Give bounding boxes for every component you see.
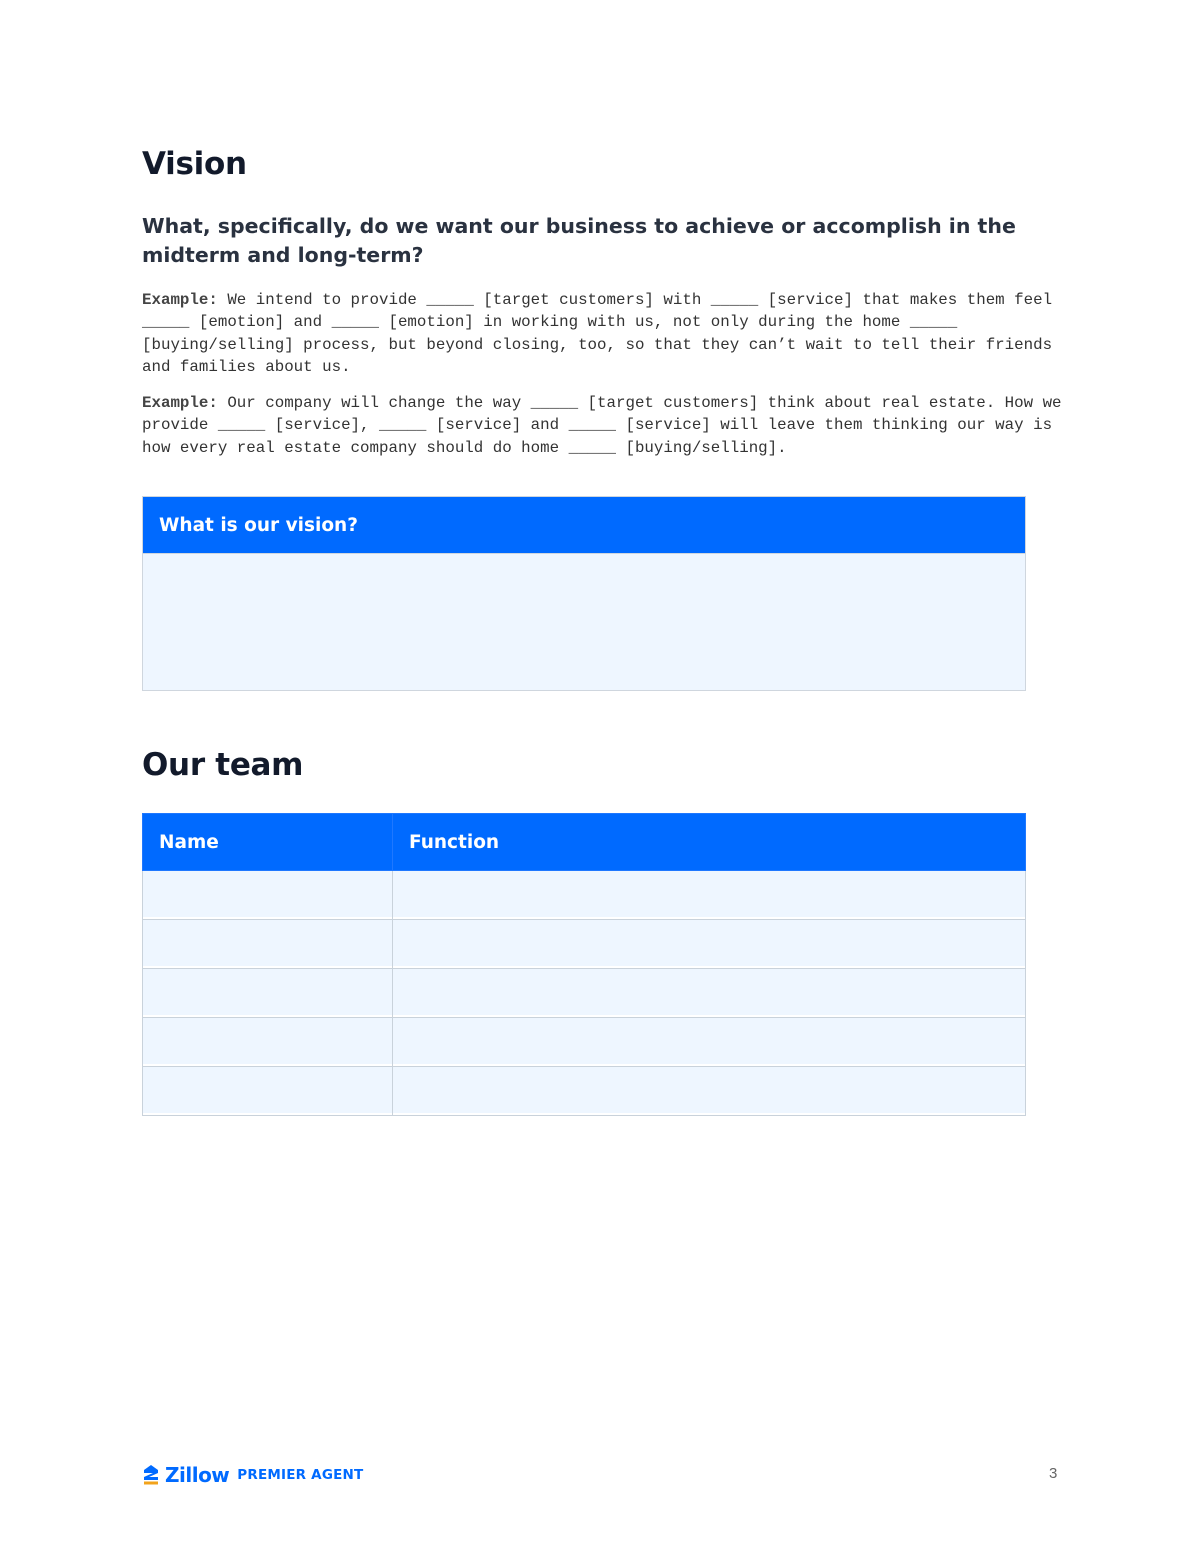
function-cell[interactable] <box>393 920 1026 969</box>
table-row <box>143 1018 1026 1067</box>
table-row <box>143 920 1026 969</box>
name-cell[interactable] <box>143 1018 393 1067</box>
vision-box-heading: What is our vision? <box>143 497 1025 553</box>
example-paragraph-2 <box>142 392 1062 459</box>
table-row <box>143 871 1026 920</box>
vision-heading: Vision <box>142 146 247 182</box>
name-cell[interactable] <box>143 969 393 1018</box>
example-label: Example: <box>142 394 218 412</box>
vision-answer-field[interactable] <box>143 553 1025 690</box>
logo-subtitle: PREMIER AGENT <box>237 1467 364 1483</box>
table-row <box>143 1067 1026 1116</box>
name-cell[interactable] <box>143 1067 393 1116</box>
function-cell[interactable] <box>393 1067 1026 1116</box>
function-cell[interactable] <box>393 871 1026 920</box>
zillow-house-icon <box>143 1464 159 1486</box>
column-header-name: Name <box>143 814 393 871</box>
function-cell[interactable] <box>393 969 1026 1018</box>
example-paragraph-1 <box>142 289 1062 378</box>
table-row <box>143 969 1026 1018</box>
table-header-row <box>143 814 1026 871</box>
name-cell[interactable] <box>143 871 393 920</box>
function-cell[interactable] <box>393 1018 1026 1067</box>
team-table <box>142 813 1026 1116</box>
name-cell[interactable] <box>143 920 393 969</box>
vision-box <box>142 496 1026 691</box>
vision-question: What, specifically, do we want our business to achieve or accomplish in the midterm and long-term? <box>142 214 1016 267</box>
team-heading: Our team <box>142 747 304 783</box>
example-label: Example: <box>142 291 218 309</box>
column-header-function: Function <box>393 814 1026 871</box>
zillow-premier-agent-logo <box>143 1463 363 1487</box>
page-number: 3 <box>1049 1465 1058 1482</box>
example-text: Our company will change the way _____ [target customers] think about real estate. How we provide _____ [service], _____ [service] and _____ [service] will leave them thinking our way is how every real estate company should do home _____ [buying/selling]. <box>142 394 1062 457</box>
example-text: We intend to provide _____ [target customers] with _____ [service] that makes them feel _____ [emotion] and _____ [emotion] in working with us, not only during the home _____ [buying/selling] process, but beyond closing, too, so that they can’t wait to tell their friends and families about us. <box>142 291 1053 376</box>
logo-wordmark: Zillow <box>165 1463 230 1487</box>
